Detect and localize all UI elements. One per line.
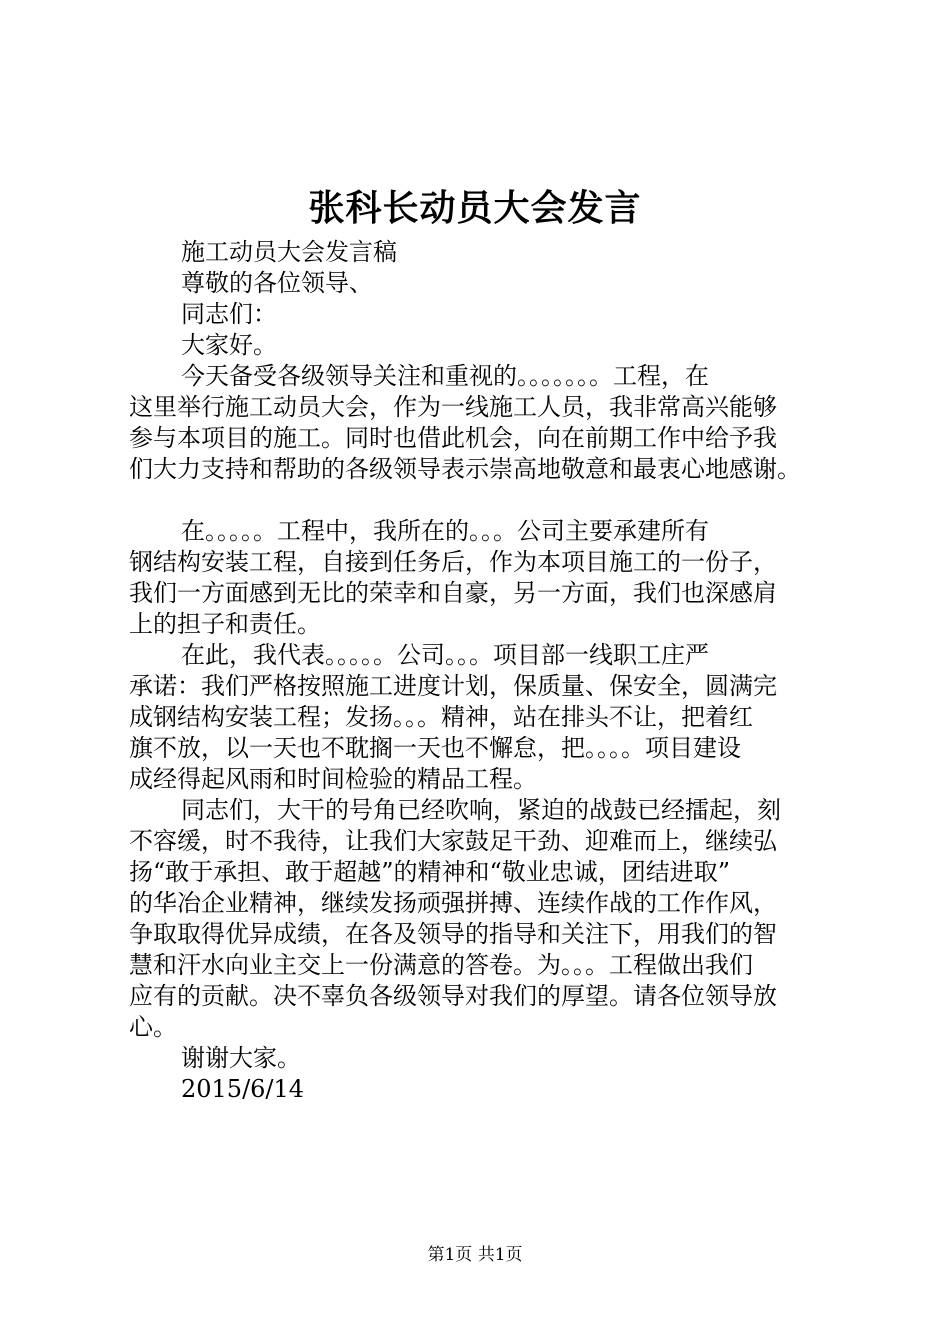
paragraph-line: 争取取得优异成绩，在各及领导的指导和关注下，用我们的智 [129,920,777,948]
paragraph-line: 慧和汗水向业主交上一份满意的答卷。为。。。工程做出我们 [129,951,753,979]
paragraph-line: 扬“敢于承担、敢于超越”的精神和“敬业忠诚，团结进取” [129,858,731,886]
salutation-line: 同志们： [181,300,277,328]
paragraph-line: 在。。。。。工程中，我所在的。。。公司主要承建所有 [181,517,709,545]
paragraph-line: 们大力支持和帮助的各级领导表示崇高地敬意和最衷心地感谢。 [129,455,801,483]
paragraph-line: 心。 [129,1013,177,1041]
date-line: 2015/6/14 [181,1075,305,1103]
paragraph-line: 上的担子和责任。 [129,610,321,638]
document-title: 张科长动员大会发言 [308,188,642,229]
paragraph-line: 不容缓，时不我待，让我们大家鼓足干劲、迎难而上，继续弘 [129,827,777,855]
paragraph-line: 旗不放，以一天也不耽搁一天也不懈怠，把。。。。项目建设 [129,734,741,762]
paragraph-line: 成钢结构安装工程；发扬。。。精神，站在排头不让，把着红 [129,703,753,731]
paragraph-line: 参与本项目的施工。同时也借此机会，向在前期工作中给予我 [129,424,777,452]
document-body [129,237,834,1105]
paragraph-line: 应有的贡献。决不辜负各级领导对我们的厚望。请各位领导放 [129,982,777,1010]
paragraph-line: 这里举行施工动员大会，作为一线施工人员，我非常高兴能够 [129,393,777,421]
page-number-footer: 第1页 共1页 [427,1245,523,1265]
greeting-line: 大家好。 [181,331,277,359]
paragraph-line: 今天备受各级领导关注和重视的。。。。。。。工程，在 [181,362,709,390]
paragraph-line: 在此，我代表。。。。。公司。。。项目部一线职工庄严 [181,641,709,669]
closing-line: 谢谢大家。 [181,1044,301,1072]
paragraph-line: 成经得起风雨和时间检验的精品工程。 [129,765,537,793]
paragraph-spacer [129,485,834,516]
paragraph-line: 我们一方面感到无比的荣幸和自豪，另一方面，我们也深感肩 [129,579,777,607]
paragraph-line: 同志们，大干的号角已经吹响，紧迫的战鼓已经擂起，刻 [181,796,781,824]
paragraph-line: 承诺：我们严格按照施工进度计划，保质量、保安全，圆满完 [129,672,777,700]
subtitle-line: 施工动员大会发言稿 [181,238,397,266]
salutation-line: 尊敬的各位领导、 [181,269,373,297]
paragraph-line: 钢结构安装工程，自接到任务后，作为本项目施工的一份子， [129,548,777,576]
paragraph-line: 的华冶企业精神，继续发扬顽强拼搏、连续作战的工作作风， [129,889,777,917]
